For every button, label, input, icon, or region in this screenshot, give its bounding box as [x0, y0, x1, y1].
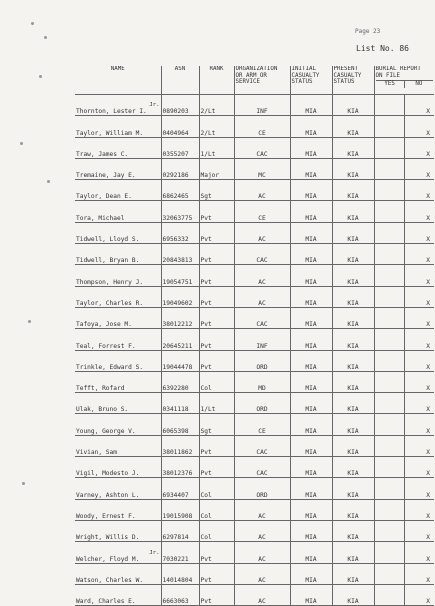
cell-yes — [374, 478, 404, 499]
person-name: Trinkle, Edward S. — [76, 363, 144, 371]
cell-initial: MIA — [290, 201, 332, 222]
cell-org: AC — [234, 542, 290, 563]
table-row — [75, 563, 434, 584]
cell-present: KIA — [332, 499, 374, 520]
cell-no: X — [404, 265, 434, 286]
cell-org: AC — [234, 584, 290, 605]
cell-present: KIA — [332, 137, 374, 158]
header-rank: RANK — [199, 66, 234, 95]
cell-initial: MIA — [290, 180, 332, 201]
cell-yes — [374, 137, 404, 158]
cell-present: KIA — [332, 563, 374, 584]
header-present-status: PRESENT CASUALTY STATUS — [332, 66, 374, 95]
cell-name — [75, 371, 161, 392]
cell-rank: 1/Lt — [199, 393, 234, 414]
cell-name — [75, 244, 161, 265]
table-header — [75, 66, 434, 95]
cell-asn: 0404964 — [161, 116, 199, 137]
person-name: Traw, James C. — [76, 150, 129, 158]
cell-present: KIA — [332, 180, 374, 201]
cell-yes — [374, 350, 404, 371]
cell-name — [75, 329, 161, 350]
cell-no: X — [404, 478, 434, 499]
cell-name — [75, 414, 161, 435]
cell-name — [75, 542, 161, 563]
person-name: Tidwell, Bryan B. — [76, 257, 140, 265]
person-name: Thompson, Henry J. — [76, 278, 144, 286]
header-asn: ASN — [161, 66, 199, 95]
header-name: NAME — [75, 66, 161, 95]
cell-org: ORD — [234, 478, 290, 499]
cell-org: CE — [234, 414, 290, 435]
cell-org: INF — [234, 329, 290, 350]
table-row — [75, 116, 434, 137]
cell-present: KIA — [332, 201, 374, 222]
cell-no: X — [404, 222, 434, 243]
cell-org: AC — [234, 499, 290, 520]
cell-asn: 32063775 — [161, 201, 199, 222]
cell-initial: MIA — [290, 265, 332, 286]
table-row — [75, 329, 434, 350]
cell-org: AC — [234, 563, 290, 584]
cell-org: MC — [234, 158, 290, 179]
cell-asn: 19049602 — [161, 286, 199, 307]
cell-asn: 19015908 — [161, 499, 199, 520]
table-row — [75, 542, 434, 563]
cell-present: KIA — [332, 584, 374, 605]
cell-present: KIA — [332, 542, 374, 563]
table-row — [75, 371, 434, 392]
cell-yes — [374, 414, 404, 435]
cell-name — [75, 286, 161, 307]
cell-org: CAC — [234, 137, 290, 158]
cell-name — [75, 116, 161, 137]
cell-yes — [374, 435, 404, 456]
table-row — [75, 286, 434, 307]
cell-org: CAC — [234, 435, 290, 456]
person-name: Taylor, Dean E. — [76, 193, 132, 201]
cell-yes — [374, 393, 404, 414]
cell-initial: MIA — [290, 350, 332, 371]
cell-no: X — [404, 520, 434, 541]
cell-name — [75, 265, 161, 286]
cell-name — [75, 584, 161, 605]
cell-yes — [374, 584, 404, 605]
table-row — [75, 478, 434, 499]
cell-name — [75, 499, 161, 520]
page-note: Page 23 — [355, 28, 381, 35]
cell-asn: 0355207 — [161, 137, 199, 158]
cell-present: KIA — [332, 520, 374, 541]
cell-initial: MIA — [290, 435, 332, 456]
cell-yes — [374, 371, 404, 392]
cell-present: KIA — [332, 457, 374, 478]
person-name: Welcher, Floyd M. — [76, 555, 140, 563]
cell-initial: MIA — [290, 286, 332, 307]
cell-yes — [374, 307, 404, 328]
cell-asn: 19044478 — [161, 350, 199, 371]
cell-org: AC — [234, 286, 290, 307]
cell-asn: 6065398 — [161, 414, 199, 435]
header-yes: YES — [384, 81, 395, 87]
cell-initial: MIA — [290, 563, 332, 584]
cell-org: AC — [234, 222, 290, 243]
person-name: Tefft, Rofard — [76, 385, 125, 393]
cell-name — [75, 307, 161, 328]
cell-rank: Col — [199, 499, 234, 520]
cell-initial: MIA — [290, 222, 332, 243]
cell-present: KIA — [332, 435, 374, 456]
cell-name — [75, 457, 161, 478]
cell-asn: 6956332 — [161, 222, 199, 243]
table-row — [75, 222, 434, 243]
cell-yes — [374, 286, 404, 307]
cell-present: KIA — [332, 244, 374, 265]
person-name: Vivian, Sam — [76, 449, 117, 457]
cell-present: KIA — [332, 116, 374, 137]
cell-no: X — [404, 350, 434, 371]
table-row — [75, 180, 434, 201]
cell-org: MD — [234, 371, 290, 392]
cell-initial: MIA — [290, 478, 332, 499]
cell-asn: 6297814 — [161, 520, 199, 541]
cell-no: X — [404, 180, 434, 201]
cell-yes — [374, 244, 404, 265]
cell-asn: 6862465 — [161, 180, 199, 201]
cell-present: KIA — [332, 95, 374, 116]
cell-yes — [374, 116, 404, 137]
cell-name — [75, 393, 161, 414]
list-number: List No. 86 — [356, 44, 409, 53]
name-suffix: Jr. — [149, 549, 160, 556]
person-name: Ulak, Bruno S. — [76, 406, 129, 414]
cell-yes — [374, 265, 404, 286]
cell-initial: MIA — [290, 520, 332, 541]
person-name: Wright, Willis D. — [76, 534, 140, 542]
cell-name — [75, 137, 161, 158]
person-name: Woody, Ernest F. — [76, 512, 136, 520]
name-suffix: Jr. — [149, 102, 160, 109]
cell-rank: Pvt — [199, 542, 234, 563]
cell-org: CE — [234, 201, 290, 222]
person-name: Thornton, Lester I. — [76, 108, 147, 116]
cell-no: X — [404, 371, 434, 392]
cell-rank: 1/Lt — [199, 137, 234, 158]
cell-present: KIA — [332, 393, 374, 414]
cell-yes — [374, 520, 404, 541]
header-organization: ORGANIZATION OR ARM OR SERVICE — [234, 66, 290, 95]
table-row — [75, 393, 434, 414]
cell-yes — [374, 499, 404, 520]
header-initial-status: INITIAL CASUALTY STATUS — [290, 66, 332, 95]
table-row — [75, 414, 434, 435]
table-row — [75, 307, 434, 328]
cell-asn: 20645211 — [161, 329, 199, 350]
cell-present: KIA — [332, 265, 374, 286]
cell-present: KIA — [332, 371, 374, 392]
cell-present: KIA — [332, 286, 374, 307]
cell-org: CAC — [234, 457, 290, 478]
cell-org: CE — [234, 116, 290, 137]
person-name: Varney, Ashton L. — [76, 491, 140, 499]
cell-no: X — [404, 201, 434, 222]
cell-asn: 19054751 — [161, 265, 199, 286]
cell-asn: 6392280 — [161, 371, 199, 392]
cell-no: X — [404, 286, 434, 307]
cell-no: X — [404, 435, 434, 456]
table-row — [75, 499, 434, 520]
table-row — [75, 457, 434, 478]
cell-initial: MIA — [290, 457, 332, 478]
cell-no: X — [404, 329, 434, 350]
cell-rank: Pvt — [199, 329, 234, 350]
cell-yes — [374, 158, 404, 179]
cell-no: X — [404, 116, 434, 137]
cell-rank: 2/Lt — [199, 95, 234, 116]
cell-org: INF — [234, 95, 290, 116]
cell-org: AC — [234, 265, 290, 286]
cell-asn: 0341118 — [161, 393, 199, 414]
person-name: Tidwell, Lloyd S. — [76, 236, 140, 244]
person-name: Young, George V. — [76, 427, 136, 435]
cell-asn: 7030221 — [161, 542, 199, 563]
table-row — [75, 435, 434, 456]
cell-no: X — [404, 563, 434, 584]
cell-rank: Pvt — [199, 563, 234, 584]
person-name: Watson, Charles W. — [76, 576, 144, 584]
cell-yes — [374, 457, 404, 478]
cell-asn: 20843813 — [161, 244, 199, 265]
cell-rank: Col — [199, 371, 234, 392]
cell-no: X — [404, 307, 434, 328]
cell-name — [75, 478, 161, 499]
cell-name — [75, 222, 161, 243]
cell-present: KIA — [332, 307, 374, 328]
cell-initial: MIA — [290, 393, 332, 414]
table-row — [75, 137, 434, 158]
cell-no: X — [404, 393, 434, 414]
header-burial-report: BURIAL REPORT ON FILE YES NO — [374, 66, 434, 95]
casualty-table — [75, 66, 434, 606]
cell-name — [75, 158, 161, 179]
person-name: Tafoya, Jose M. — [76, 321, 132, 329]
cell-rank: Col — [199, 520, 234, 541]
cell-org: CAC — [234, 244, 290, 265]
cell-initial: MIA — [290, 307, 332, 328]
cell-yes — [374, 542, 404, 563]
cell-rank: Sgt — [199, 180, 234, 201]
person-name: Teal, Forrest F. — [76, 342, 136, 350]
person-name: Tora, Michael — [76, 214, 125, 222]
table-row — [75, 350, 434, 371]
cell-asn: 38012376 — [161, 457, 199, 478]
cell-rank: Pvt — [199, 435, 234, 456]
cell-initial: MIA — [290, 584, 332, 605]
person-name: Taylor, William M. — [76, 129, 144, 137]
cell-rank: Pvt — [199, 286, 234, 307]
cell-name — [75, 563, 161, 584]
cell-yes — [374, 563, 404, 584]
cell-asn: 38012212 — [161, 307, 199, 328]
table-row — [75, 584, 434, 605]
cell-asn: 6663063 — [161, 584, 199, 605]
cell-initial: MIA — [290, 116, 332, 137]
cell-name — [75, 180, 161, 201]
cell-initial: MIA — [290, 95, 332, 116]
cell-rank: Pvt — [199, 584, 234, 605]
cell-rank: Pvt — [199, 265, 234, 286]
cell-rank: Pvt — [199, 457, 234, 478]
cell-asn: 0890203 — [161, 95, 199, 116]
cell-initial: MIA — [290, 499, 332, 520]
person-name: Tremaine, Jay E. — [76, 172, 136, 180]
cell-present: KIA — [332, 329, 374, 350]
table-row — [75, 95, 434, 116]
cell-rank: Pvt — [199, 307, 234, 328]
cell-no: X — [404, 584, 434, 605]
table-row — [75, 265, 434, 286]
table-row — [75, 158, 434, 179]
cell-initial: MIA — [290, 371, 332, 392]
cell-yes — [374, 329, 404, 350]
cell-no: X — [404, 244, 434, 265]
cell-no: X — [404, 137, 434, 158]
cell-name — [75, 201, 161, 222]
cell-initial: MIA — [290, 329, 332, 350]
cell-asn: 6934407 — [161, 478, 199, 499]
cell-yes — [374, 95, 404, 116]
cell-name — [75, 435, 161, 456]
cell-present: KIA — [332, 414, 374, 435]
cell-rank: Pvt — [199, 244, 234, 265]
cell-no: X — [404, 542, 434, 563]
cell-asn: 38011862 — [161, 435, 199, 456]
header-no: NO — [404, 81, 433, 88]
cell-org: ORD — [234, 350, 290, 371]
cell-name — [75, 520, 161, 541]
person-name: Vigil, Modesto J. — [76, 470, 140, 478]
cell-initial: MIA — [290, 158, 332, 179]
cell-rank: Pvt — [199, 222, 234, 243]
cell-present: KIA — [332, 478, 374, 499]
cell-org: AC — [234, 520, 290, 541]
cell-rank: Col — [199, 478, 234, 499]
cell-org: AC — [234, 180, 290, 201]
cell-no: X — [404, 95, 434, 116]
cell-org: CAC — [234, 307, 290, 328]
cell-rank: 2/Lt — [199, 116, 234, 137]
cell-initial: MIA — [290, 137, 332, 158]
cell-org: ORD — [234, 393, 290, 414]
cell-asn: 14014804 — [161, 563, 199, 584]
cell-rank: Pvt — [199, 201, 234, 222]
cell-no: X — [404, 457, 434, 478]
cell-no: X — [404, 414, 434, 435]
table-row — [75, 201, 434, 222]
cell-initial: MIA — [290, 414, 332, 435]
cell-initial: MIA — [290, 542, 332, 563]
cell-no: X — [404, 158, 434, 179]
cell-rank: Sgt — [199, 414, 234, 435]
cell-asn: 0292186 — [161, 158, 199, 179]
cell-yes — [374, 201, 404, 222]
cell-present: KIA — [332, 350, 374, 371]
cell-initial: MIA — [290, 244, 332, 265]
cell-name — [75, 95, 161, 116]
cell-present: KIA — [332, 222, 374, 243]
table-row — [75, 520, 434, 541]
table-row — [75, 244, 434, 265]
cell-no: X — [404, 499, 434, 520]
cell-yes — [374, 222, 404, 243]
person-name: Ward, Charles E. — [76, 598, 136, 606]
cell-rank: Pvt — [199, 350, 234, 371]
cell-present: KIA — [332, 158, 374, 179]
person-name: Taylor, Charles R. — [76, 299, 144, 307]
cell-yes — [374, 180, 404, 201]
cell-name — [75, 350, 161, 371]
cell-rank: Major — [199, 158, 234, 179]
